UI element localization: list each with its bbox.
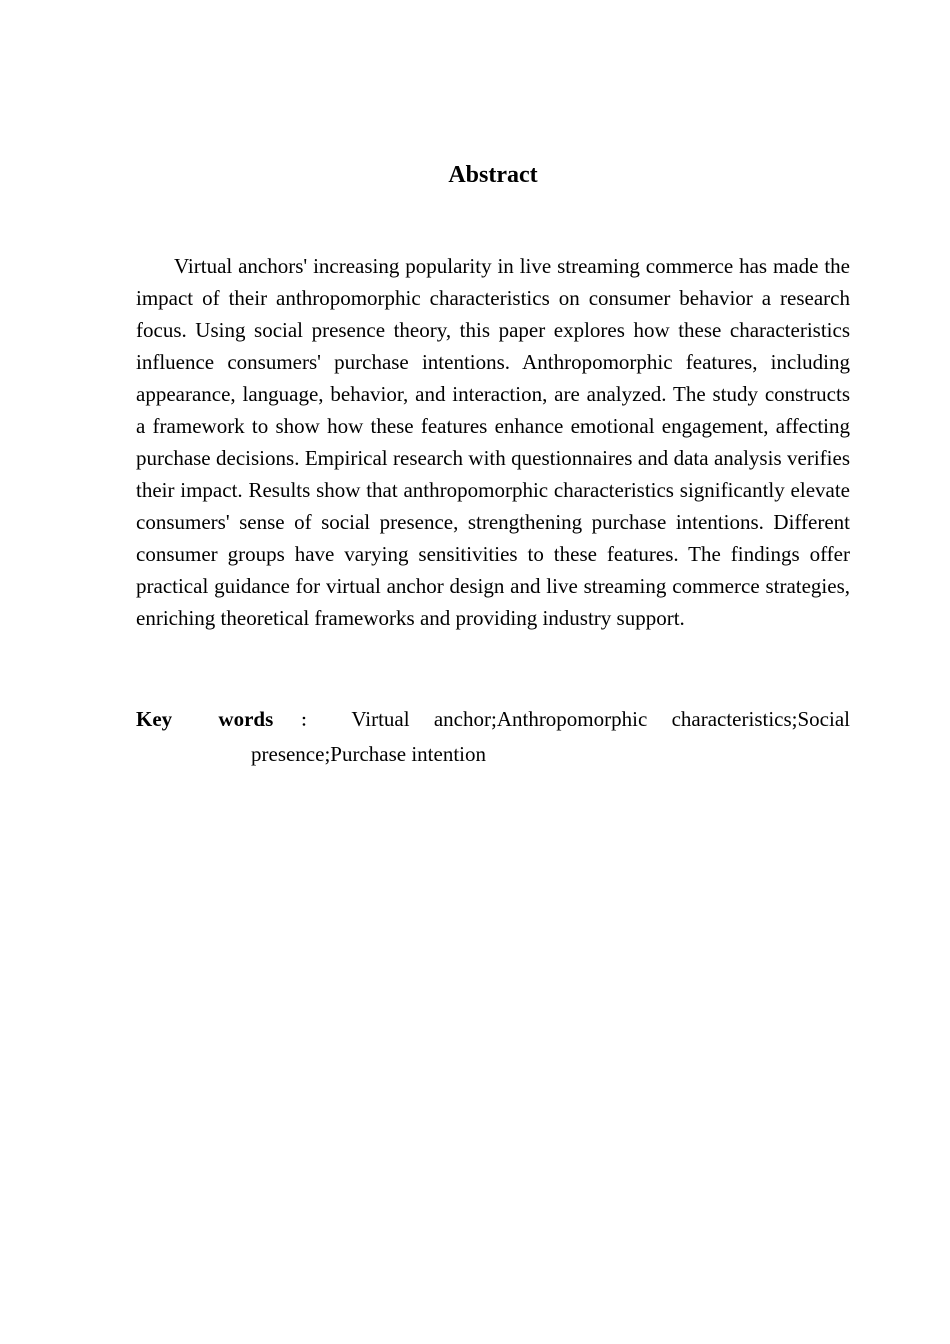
- keywords-paragraph: [136, 703, 850, 770]
- keywords-text: Virtual anchor;Anthropomorphic characteristics;Social presence;Purchase intention: [251, 707, 850, 766]
- keywords-colon: ：: [281, 713, 336, 730]
- abstract-title: Abstract: [448, 162, 538, 188]
- abstract-body: Virtual anchors' increasing popularity in live streaming commerce has made the impact of their anthropomorphic characteristics on consumer behavior a research focus. Using social presence theory, this paper explores how these characteristics influence consumers' purchase intentions. Anthropomorphic features, including appearance, language, behavior, and interaction, are analyzed. The study constructs a framework to show how these features enhance emotional engagement, affecting purchase decisions. Empirical research with questionnaires and data analysis verifies their impact. Results show that anthropomorphic characteristics significantly elevate consumers' sense of social presence, strengthening purchase intentions. Different consumer groups have varying sensitivities to these features. The findings offer practical guidance for virtual anchor design and live streaming commerce strategies, enriching theoretical frameworks and providing industry support.: [136, 254, 850, 630]
- keywords-label: Key words: [136, 707, 274, 731]
